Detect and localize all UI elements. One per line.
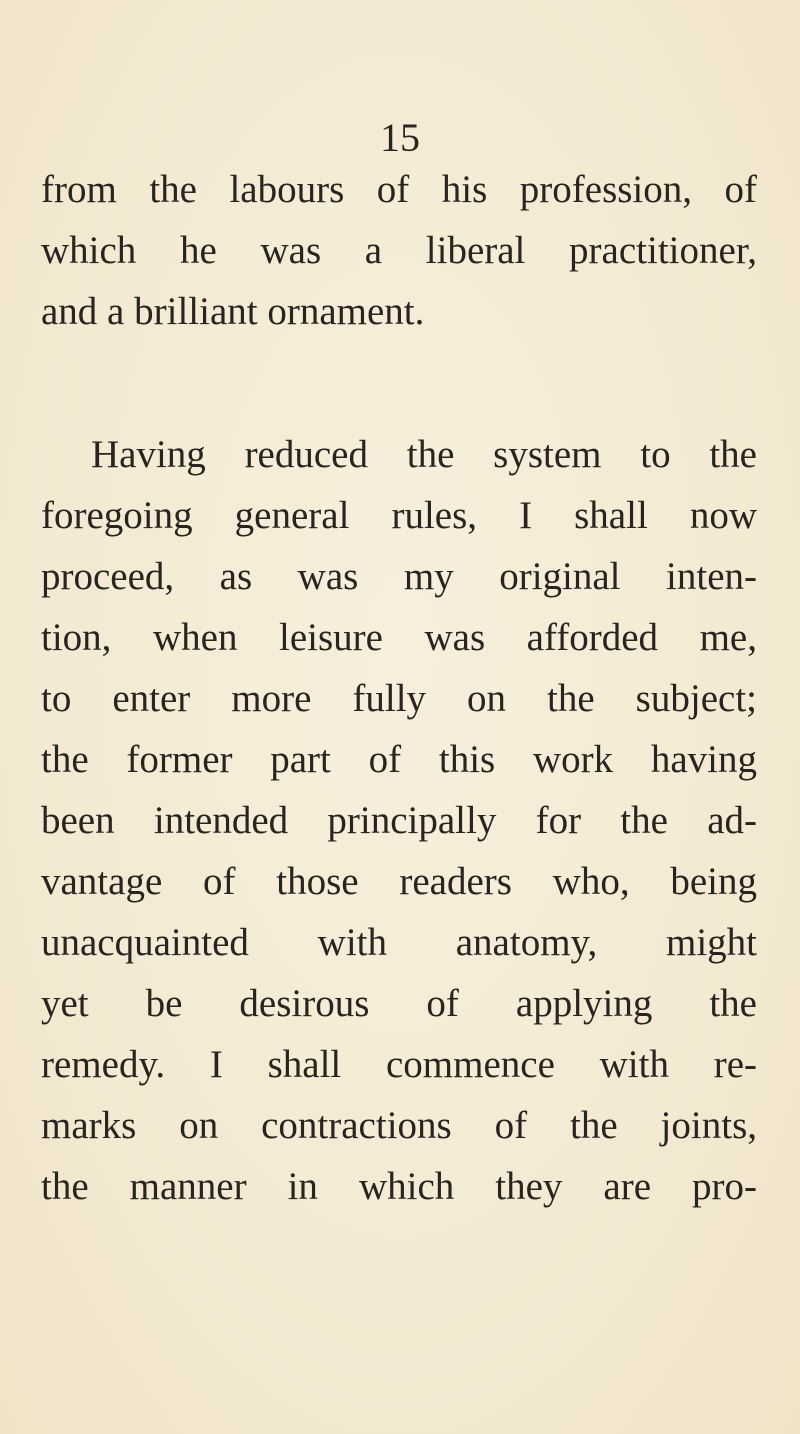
text-line: Having reduced the system to the: [91, 433, 757, 476]
text-line: which he was a liberal practitioner,: [41, 229, 757, 272]
text-line: to enter more fully on the subject;: [41, 677, 757, 720]
paragraph-2: [41, 424, 757, 1217]
text-line: marks on contractions of the joints,: [41, 1104, 757, 1147]
text-line: the former part of this work having: [41, 738, 757, 781]
text-line: the manner in which they are pro-: [41, 1165, 757, 1208]
text-line: remedy. I shall commence with re-: [41, 1043, 757, 1086]
text-line: yet be desirous of applying the: [41, 982, 757, 1025]
text-line: from the labours of his profession, of: [41, 168, 757, 211]
text-line: been intended principally for the ad-: [41, 799, 757, 842]
paragraph-1: [41, 159, 757, 342]
text-line: foregoing general rules, I shall now: [41, 494, 757, 537]
text-line: tion, when leisure was afforded me,: [41, 616, 757, 659]
text-line: and a brilliant ornament.: [41, 290, 425, 333]
text-line: vantage of those readers who, being: [41, 860, 757, 903]
text-line: proceed, as was my original inten-: [41, 555, 757, 598]
page-number: 15: [380, 115, 420, 160]
text-line: unacquainted with anatomy, might: [41, 921, 757, 964]
